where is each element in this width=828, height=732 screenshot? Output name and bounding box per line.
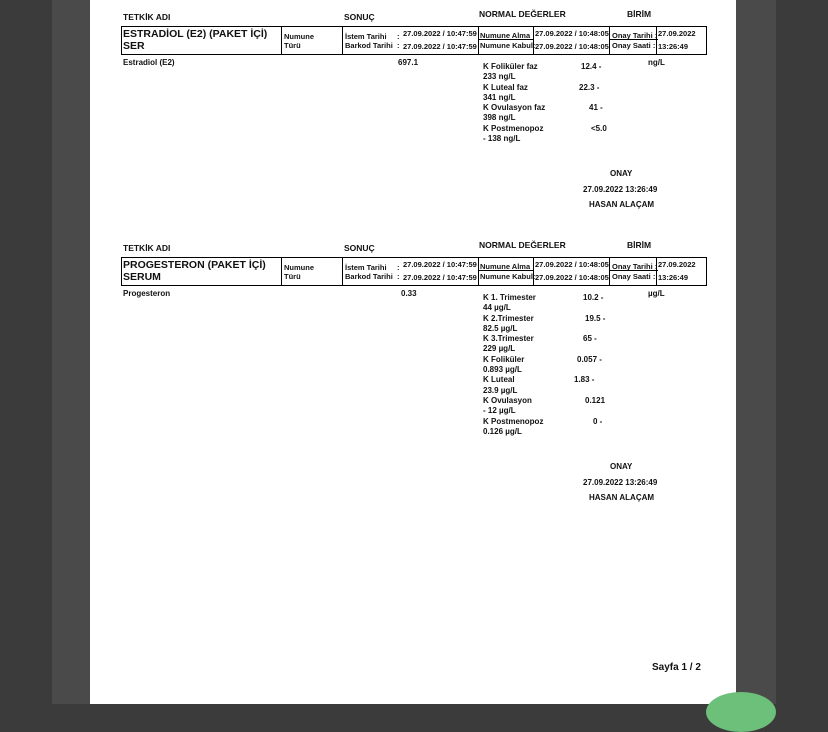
sample-taken: 27.09.2022 / 10:48:05 bbox=[535, 260, 609, 269]
request-date-label: İstem Tarihi bbox=[345, 32, 387, 41]
reference-line bbox=[483, 83, 613, 93]
barcode-date-label: Barkod Tarihi bbox=[345, 41, 393, 50]
barcode-date: 27.09.2022 / 10:47:59 bbox=[403, 273, 477, 282]
reference-text: 0.126 µg/L bbox=[483, 426, 522, 436]
test-name: PROGESTERON (PAKET İÇİ) bbox=[123, 259, 266, 271]
reference-line bbox=[483, 355, 613, 365]
reference-text: K Postmenopoz bbox=[483, 123, 544, 133]
reference-line bbox=[483, 134, 613, 144]
reference-value: <5.0 bbox=[591, 123, 607, 133]
reference-line bbox=[483, 93, 613, 103]
reference-line bbox=[483, 314, 613, 324]
reference-line bbox=[483, 375, 613, 385]
header-test: TETKİK ADI bbox=[123, 12, 171, 22]
parameter-name: Progesteron bbox=[123, 289, 171, 298]
test-name-cont: SERUM bbox=[123, 271, 161, 283]
sample-taken: 27.09.2022 / 10:48:05 bbox=[535, 29, 609, 38]
reference-text: - 138 ng/L bbox=[483, 134, 521, 144]
reference-value: 0.057 - bbox=[577, 354, 602, 364]
colon: : bbox=[397, 272, 400, 281]
header-normal: NORMAL DEĞERLER bbox=[479, 240, 566, 250]
page-number: Sayfa 1 / 2 bbox=[652, 662, 701, 673]
barcode-date: 27.09.2022 / 10:47:59 bbox=[403, 42, 477, 51]
reference-text: 398 ng/L bbox=[483, 113, 516, 123]
reference-text: K Foliküler faz bbox=[483, 62, 538, 71]
sample-accept-label: Numune Kabul: bbox=[480, 41, 536, 50]
approval-date: 27.09.2022 bbox=[658, 260, 696, 269]
unit-value: µg/L bbox=[648, 289, 665, 298]
sample-type-label-2: Türü bbox=[284, 41, 301, 50]
reference-line bbox=[483, 417, 613, 427]
reference-text: 229 µg/L bbox=[483, 344, 516, 354]
unit-value: ng/L bbox=[648, 58, 665, 67]
parameter-name: Estradiol (E2) bbox=[123, 58, 175, 67]
reference-line bbox=[483, 386, 613, 396]
reference-text: 0.893 µg/L bbox=[483, 365, 522, 375]
reference-text: 233 ng/L bbox=[483, 72, 516, 82]
reference-line bbox=[483, 113, 613, 123]
reference-line bbox=[483, 365, 613, 375]
approval-time-label: Onay Saati : bbox=[612, 41, 656, 50]
reference-value: 0.121 bbox=[585, 395, 606, 405]
reference-line bbox=[483, 324, 613, 334]
reference-value: 41 - bbox=[589, 103, 603, 113]
reference-ranges bbox=[483, 62, 613, 144]
reference-line bbox=[483, 103, 613, 113]
sample-taken-label: Numune Alma : bbox=[480, 262, 535, 271]
header-unit: BİRİM bbox=[627, 9, 652, 19]
approval-date-label: Onay Tarihi : bbox=[612, 31, 658, 40]
header-test: TETKİK ADI bbox=[123, 243, 171, 253]
reference-text: K 3.Trimester bbox=[483, 334, 534, 344]
result-value: 0.33 bbox=[401, 289, 417, 298]
reference-text: K Postmenopoz bbox=[483, 416, 544, 426]
approval-time: 13:26:49 bbox=[658, 42, 689, 51]
approval-date-label: Onay Tarihi : bbox=[612, 262, 658, 271]
test-name: ESTRADİOL (E2) (PAKET İÇİ) bbox=[123, 28, 268, 40]
reference-value: 1.83 - bbox=[574, 375, 595, 385]
reference-line bbox=[483, 396, 613, 406]
reference-text: K Ovulasyon bbox=[483, 395, 532, 405]
reference-line bbox=[483, 334, 613, 344]
reference-text: K Luteal bbox=[483, 375, 515, 385]
reference-line bbox=[483, 72, 613, 82]
reference-line bbox=[483, 427, 613, 437]
reference-value: 0 - bbox=[593, 416, 603, 426]
test-info-box bbox=[121, 257, 707, 286]
reference-value: 22.3 - bbox=[579, 82, 600, 92]
reference-line bbox=[483, 293, 613, 303]
result-value: 697.1 bbox=[398, 58, 419, 67]
sample-type-label: Numune bbox=[284, 32, 314, 41]
reference-text: K Luteal faz bbox=[483, 82, 528, 92]
reference-value: 19.5 - bbox=[585, 313, 606, 323]
reference-value: 10.2 - bbox=[583, 293, 604, 302]
request-date-label: İstem Tarihi bbox=[345, 263, 387, 272]
test-name-cont: SER bbox=[123, 40, 145, 52]
reference-text: 341 ng/L bbox=[483, 92, 516, 102]
sample-accept: 27.09.2022 / 10:48:05 bbox=[535, 42, 609, 51]
floating-action-button[interactable] bbox=[706, 692, 776, 732]
reference-ranges bbox=[483, 293, 613, 437]
approval-time-label: Onay Saati : bbox=[612, 272, 656, 281]
reference-text: K Ovulasyon faz bbox=[483, 103, 546, 113]
header-unit: BİRİM bbox=[627, 240, 652, 250]
request-date: 27.09.2022 / 10:47:59 bbox=[403, 29, 477, 38]
reference-value: 65 - bbox=[583, 334, 597, 344]
reference-text: - 12 µg/L bbox=[483, 406, 516, 416]
header-result: SONUÇ bbox=[344, 243, 375, 253]
viewer-left-margin bbox=[52, 0, 90, 704]
reference-text: K Foliküler bbox=[483, 354, 525, 364]
sample-accept: 27.09.2022 / 10:48:05 bbox=[535, 273, 609, 282]
sample-taken-label: Numune Alma : bbox=[480, 31, 535, 40]
approval-datetime: 27.09.2022 13:26:49 bbox=[583, 185, 658, 194]
approver-name: HASAN ALAÇAM bbox=[589, 200, 655, 209]
approval-label: ONAY bbox=[610, 169, 633, 178]
colon: : bbox=[397, 32, 400, 41]
document-page bbox=[90, 0, 736, 704]
test-info-box bbox=[121, 26, 707, 55]
reference-text: K 1. Trimester bbox=[483, 293, 536, 302]
reference-text: 23.9 µg/L bbox=[483, 385, 518, 395]
reference-line bbox=[483, 124, 613, 134]
barcode-date-label: Barkod Tarihi bbox=[345, 272, 393, 281]
sample-accept-label: Numune Kabul: bbox=[480, 272, 536, 281]
sample-type-label-2: Türü bbox=[284, 272, 301, 281]
reference-text: K 2.Trimester bbox=[483, 313, 534, 323]
reference-value: 12.4 - bbox=[581, 62, 602, 71]
approval-label: ONAY bbox=[610, 462, 633, 471]
reference-text: 44 µg/L bbox=[483, 303, 511, 313]
viewer-right-margin bbox=[736, 0, 776, 704]
reference-line bbox=[483, 62, 613, 72]
header-normal: NORMAL DEĞERLER bbox=[479, 9, 566, 19]
reference-text: 82.5 µg/L bbox=[483, 323, 518, 333]
colon: : bbox=[397, 263, 400, 272]
approver-name: HASAN ALAÇAM bbox=[589, 493, 655, 502]
sample-type-label: Numune bbox=[284, 263, 314, 272]
approval-datetime: 27.09.2022 13:26:49 bbox=[583, 478, 658, 487]
reference-line bbox=[483, 303, 613, 313]
colon: : bbox=[397, 41, 400, 50]
header-result: SONUÇ bbox=[344, 12, 375, 22]
reference-line bbox=[483, 344, 613, 354]
approval-time: 13:26:49 bbox=[658, 273, 689, 282]
request-date: 27.09.2022 / 10:47:59 bbox=[403, 260, 477, 269]
approval-date: 27.09.2022 bbox=[658, 29, 696, 38]
reference-line bbox=[483, 406, 613, 416]
